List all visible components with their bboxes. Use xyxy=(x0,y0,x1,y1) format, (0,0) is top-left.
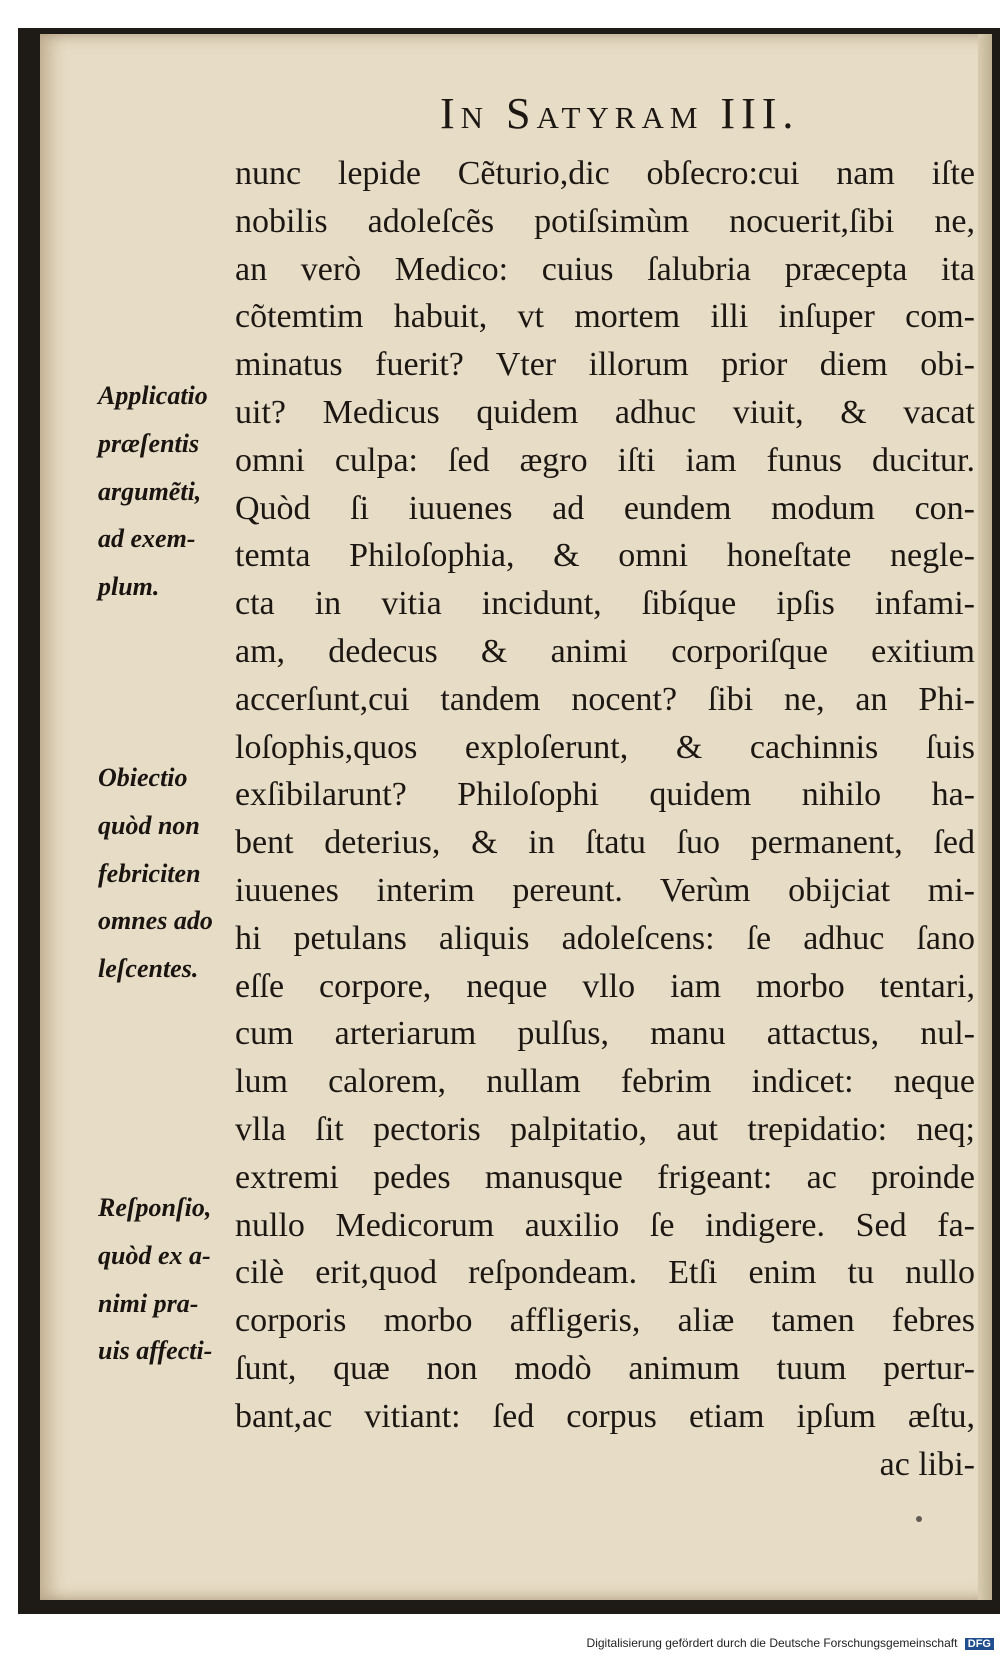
text-line: omni culpa: ſed ægro iſti iam funus ducitur. xyxy=(235,441,975,479)
text-line: Quòd ſi iuuenes ad eundem modum con- xyxy=(235,489,975,527)
book-page xyxy=(40,34,992,1600)
text-line: cta in vitia incidunt, ſibíque ipſis infami- xyxy=(235,585,975,623)
margin-note-line: plum. xyxy=(98,572,160,602)
text-line: cõtemtim habuit, vt mortem illi inſuper com- xyxy=(235,298,975,336)
text-line: hi petulans aliquis adoleſcens: ſe adhuc ſano xyxy=(235,919,975,957)
text-line: lum calorem, nullam febrim indicet: neque xyxy=(235,1063,975,1101)
dfg-logo: DFG xyxy=(965,1638,994,1650)
text-line: bent deterius, & in ſtatu ſuo permanent, ſed xyxy=(235,824,975,862)
text-line: ſunt, quæ non modò animum tuum pertur- xyxy=(235,1349,975,1387)
text-line: am, dedecus & animi corporiſque exitium xyxy=(235,632,975,670)
text-line: corporis morbo affligeris, aliæ tamen febres xyxy=(235,1302,975,1340)
text-line: cilè erit,quod reſpondeam. Etſi enim tu nullo xyxy=(235,1254,975,1292)
text-line: vlla ſit pectoris palpitatio, aut trepidatio: neq; xyxy=(235,1110,975,1148)
margin-note-line: quòd ex a- xyxy=(98,1240,211,1270)
margin-note-line: nimi pra- xyxy=(98,1288,199,1318)
margin-note-line: febriciten xyxy=(98,858,201,888)
margin-note-obiectio xyxy=(98,754,248,993)
text-line: minatus fuerit? Vter illorum prior diem obi- xyxy=(235,346,975,384)
margin-note-responsio xyxy=(98,1184,248,1375)
text-line: loſophis,quos exploſerunt, & cachinnis ſuis xyxy=(235,728,975,766)
margin-note-line: leſcentes. xyxy=(98,954,199,984)
text-line: exſibilarunt? Philoſophi quidem nihilo ha- xyxy=(235,776,975,814)
digitization-credit xyxy=(587,1636,994,1650)
text-line: accerſunt,cui tandem nocent? ſibi ne, an Phi- xyxy=(235,680,975,718)
margin-note-line: omnes ado xyxy=(98,906,213,936)
margin-note-line: uis affecti- xyxy=(98,1336,213,1366)
text-line: nunc lepide Cẽturio,dic obſecro:cui nam iſte xyxy=(235,155,975,192)
margin-note-applicatio xyxy=(98,372,248,611)
margin-note-line: Reſponſio, xyxy=(98,1193,212,1222)
text-line: iuuenes interim pereunt. Verùm obijciat mi- xyxy=(235,871,975,909)
text-line: temta Philoſophia, & omni honeſtate negle- xyxy=(235,537,975,575)
margin-note-line: præſentis xyxy=(98,428,200,458)
text-line: bant,ac vitiant: ſed corpus etiam ipſum æſtu, xyxy=(235,1397,975,1435)
text-line: nobilis adoleſcẽs potiſsimùm nocuerit,ſibi ne, xyxy=(235,202,975,240)
text-line: uit? Medicus quidem adhuc viuit, & vacat xyxy=(235,393,975,431)
text-line: cum arteriarum pulſus, manu attactus, nul- xyxy=(235,1015,975,1053)
text-line: ac libi- xyxy=(879,1445,975,1483)
margin-note-line: ad exem- xyxy=(98,524,196,554)
book-scan xyxy=(18,28,1000,1614)
text-line: extremi pedes manusque frigeant: ac proinde xyxy=(235,1158,975,1196)
credit-text: Digitalisierung gefördert durch die Deutsche Forschungsgemeinschaft xyxy=(586,1636,958,1650)
text-line: eſſe corpore, neque vllo iam morbo tentari, xyxy=(235,967,975,1005)
margin-note-line: Obiectio xyxy=(98,763,188,792)
page-edge xyxy=(978,34,992,1600)
text-line: nullo Medicorum auxilio ſe indigere. Sed fa- xyxy=(235,1206,975,1244)
text-line: an verò Medico: cuius ſalubria præcepta ita xyxy=(235,250,975,288)
margin-note-line: argumẽti, xyxy=(98,476,202,506)
margin-note-line: Applicatio xyxy=(98,381,208,410)
ink-smudge xyxy=(916,1516,922,1522)
margin-note-line: quòd non xyxy=(98,810,200,840)
body-text xyxy=(235,150,975,1488)
running-head: In Satyram III. xyxy=(440,89,800,138)
